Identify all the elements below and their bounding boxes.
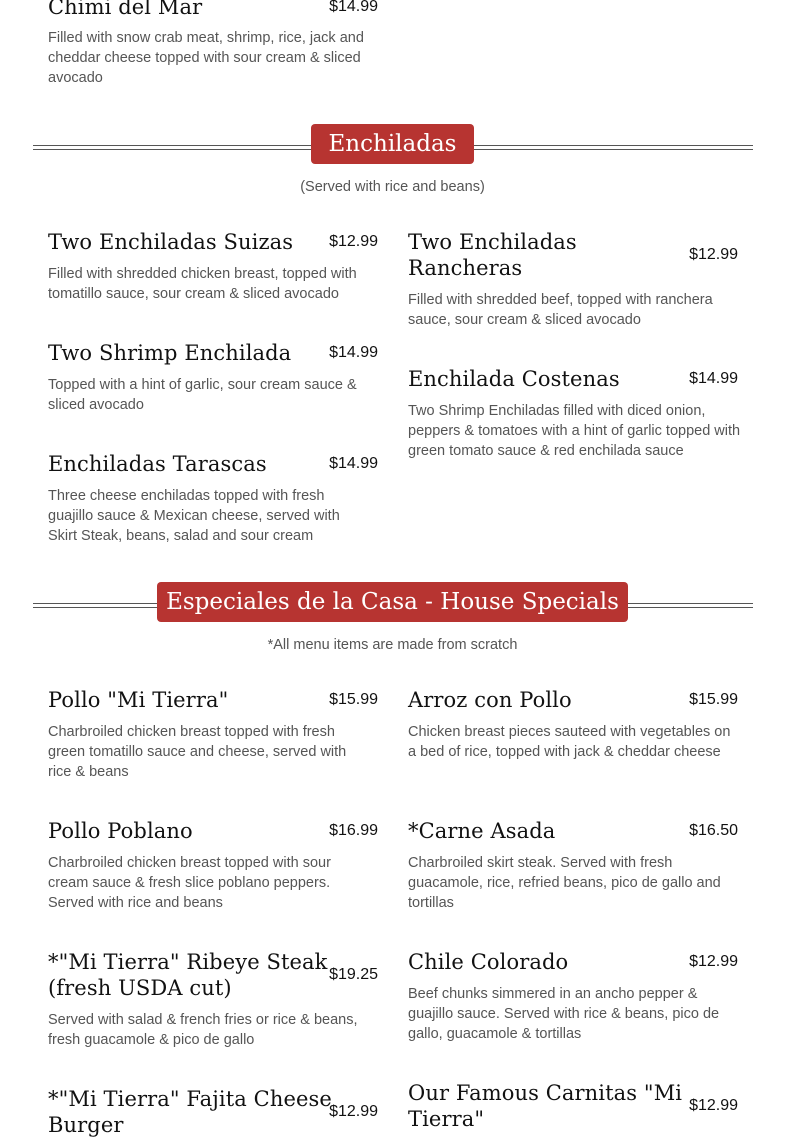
menu-item-description: Charbroiled chicken breast topped with fresh green tomatillo sauce and cheese, served with rice & beans	[48, 724, 347, 780]
menu-item-price: $16.99	[329, 822, 378, 839]
menu-item-description: Chicken breast pieces sauteed with vegetables on a bed of rice, topped with jack & cheddar cheese	[408, 724, 731, 760]
menu-item-price: $15.99	[329, 691, 378, 708]
menu-item-description: Three cheese enchiladas topped with fresh guajillo sauce & Mexican cheese, served with Skirt Steak, beans, salad and sour cream	[48, 488, 340, 544]
menu-item-description: Filled with shredded chicken breast, topped with tomatillo sauce, sour cream & sliced avocado	[48, 266, 357, 302]
menu-item-name: Arroz con Pollo	[408, 688, 572, 712]
menu-item-description: Filled with snow crab meat, shrimp, rice, jack and cheddar cheese topped with sour cream & sliced avocado	[48, 30, 364, 86]
section-title-house-specials: Especiales de la Casa - House Specials	[157, 582, 628, 622]
menu-item-price: $14.99	[329, 455, 378, 472]
menu-item-name: Two Enchiladas Rancheras	[408, 230, 577, 280]
menu-item-name: *Carne Asada	[408, 819, 556, 843]
menu-item-name: Pollo "Mi Tierra"	[48, 688, 229, 712]
menu-item-price: $14.99	[329, 0, 378, 15]
menu-item-name: Two Enchiladas Suizas	[48, 230, 294, 254]
menu-item-price: $12.99	[689, 953, 738, 970]
menu-item-description: Served with salad & french fries or rice & beans, fresh guacamole & pico de gallo	[48, 1012, 358, 1048]
section-note: (Served with rice and beans)	[300, 179, 485, 195]
menu-item-name: Our Famous Carnitas "Mi Tierra"	[408, 1081, 683, 1131]
section-title-enchiladas: Enchiladas	[311, 124, 474, 164]
menu-item-description: Beef chunks simmered in an ancho pepper & guajillo sauce. Served with rice & beans, pico de gallo, guacamole & tortillas	[408, 986, 720, 1042]
menu-item-name: Pollo Poblano	[48, 819, 193, 843]
menu-item-description: Filled with shredded beef, topped with ranchera sauce, sour cream & sliced avocado	[408, 292, 713, 328]
menu-item-price: $15.99	[689, 691, 738, 708]
menu-item-description: Two Shrimp Enchiladas filled with diced onion, peppers & tomatoes with a hint of garlic topped with green tomato sauce & red enchilada sauce	[408, 403, 741, 459]
menu-item-price: $12.99	[689, 1097, 738, 1114]
menu-item-name: Enchiladas Tarascas	[48, 452, 267, 476]
section-note: *All menu items are made from scratch	[267, 637, 518, 653]
menu-item-price: $19.25	[329, 966, 378, 983]
menu-item-price: $12.99	[329, 233, 378, 250]
menu-item-price: $14.99	[689, 370, 738, 387]
menu-item-name: Chimi del Mar	[48, 0, 203, 19]
menu-item-name: *"Mi Tierra" Ribeye Steak (fresh USDA cut)	[48, 950, 328, 1000]
menu-item-description: Topped with a hint of garlic, sour cream sauce & sliced avocado	[48, 377, 357, 413]
menu-item-price: $14.99	[329, 344, 378, 361]
menu-item-price: $12.99	[329, 1103, 378, 1120]
menu-item-name: *"Mi Tierra" Fajita Cheese Burger	[48, 1087, 332, 1137]
menu-item-name: Chile Colorado	[408, 950, 569, 974]
menu-item-price: $12.99	[689, 246, 738, 263]
menu-item-name: Two Shrimp Enchilada	[48, 341, 292, 365]
menu-item-description: Charbroiled skirt steak. Served with fresh guacamole, rice, refried beans, pico de gallo and tortillas	[408, 855, 721, 911]
menu-item-description: Charbroiled chicken breast topped with sour cream sauce & fresh slice poblano peppers. Served with rice and beans	[48, 855, 331, 911]
menu-item-price: $16.50	[689, 822, 738, 839]
menu-item-name: Enchilada Costenas	[408, 367, 620, 391]
